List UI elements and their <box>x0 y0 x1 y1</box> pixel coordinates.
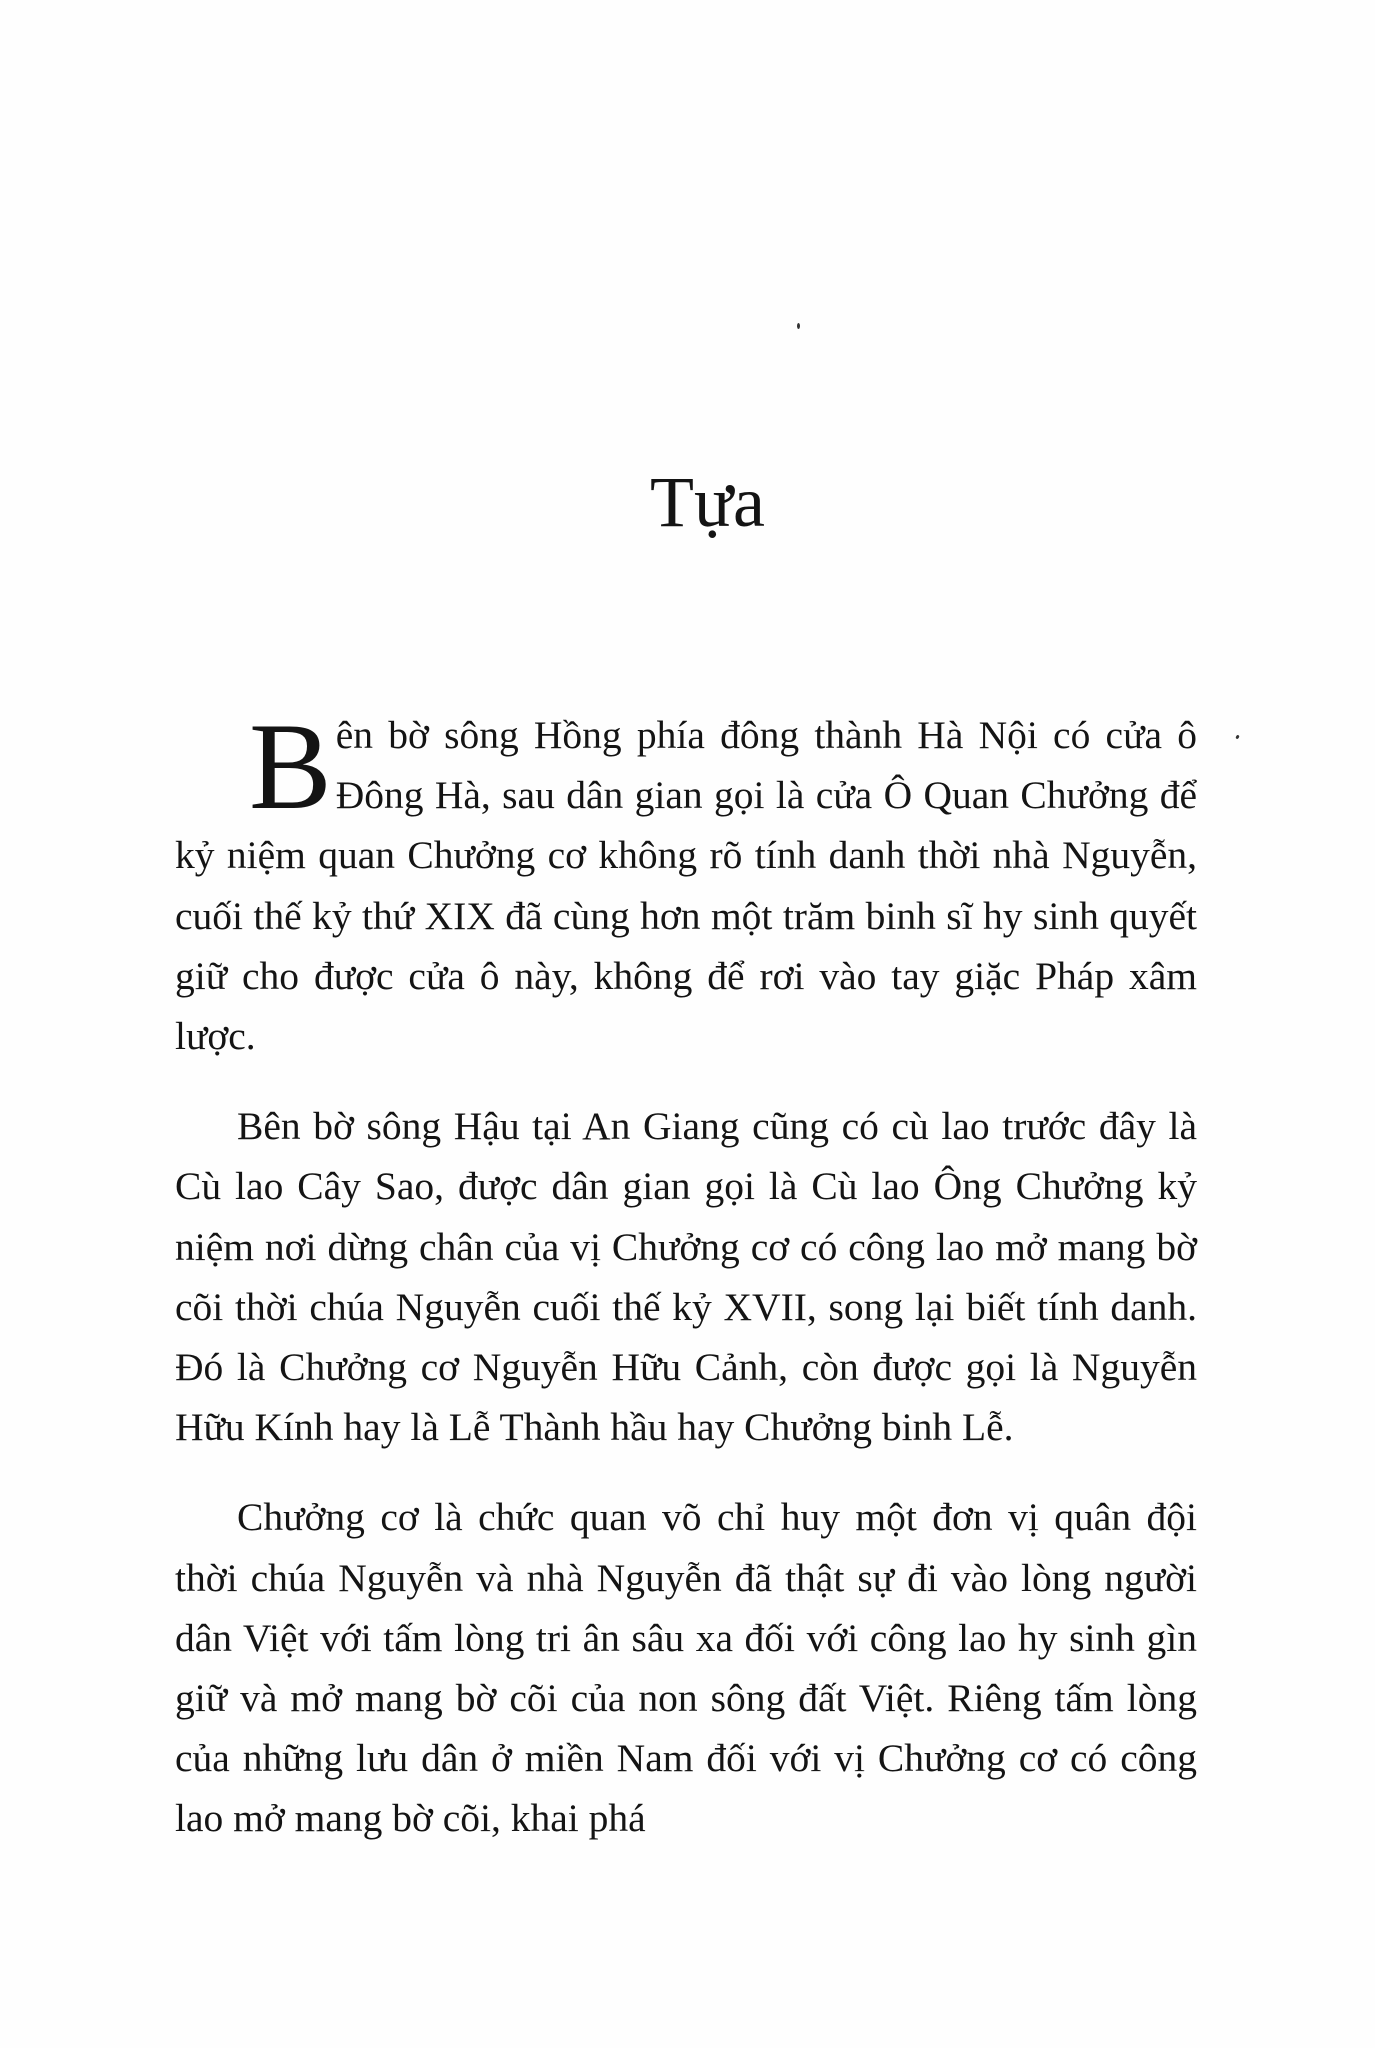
paragraph-3: Chưởng cơ là chức quan võ chỉ huy một đơn vị quân đội thời chúa Nguyễn và nhà Nguyễn đã thật sự đi vào lòng người dân Việt với tấm lòng tri ân sâu xa đối với công lao hy sinh gìn giữ và mở mang bờ cõi của non sông đất Việt. Riêng tấm lòng của những lưu dân ở miền Nam đối với vị Chưởng cơ có công lao mở mang bờ cõi, khai phá <box>175 1495 1197 1841</box>
scan-speck <box>1235 735 1240 740</box>
body-text <box>175 698 1197 1849</box>
paragraph-2: Bên bờ sông Hậu tại An Giang cũng có cù lao trước đây là Cù lao Cây Sao, được dân gian gọi là Cù lao Ông Chưởng kỷ niệm nơi dừng chân của vị Chưởng cơ có công lao mở mang bờ cõi thời chúa Nguyễn cuối thế kỷ XVII, song lại biết tính danh. Đó là Chưởng cơ Nguyễn Hữu Cảnh, còn được gọi là Nguyễn Hữu Kính hay là Lễ Thành hầu hay Chưởng binh Lễ. <box>175 1104 1197 1450</box>
scan-speck <box>797 323 800 329</box>
paragraph-1 <box>175 698 1197 1066</box>
chapter-title: Tựa <box>650 462 765 542</box>
drop-cap: B <box>249 698 332 835</box>
paragraph-1-text: ên bờ sông Hồng phía đông thành Hà Nội có cửa ô Đông Hà, sau dân gian gọi là cửa Ô Quan Chưởng để kỷ niệm quan Chưởng cơ không rõ tính danh thời nhà Nguyễn, cuối thế kỷ thứ XIX đã cùng hơn một trăm binh sĩ hy sinh quyết giữ cho được cửa ô này, không để rơi vào tay giặc Pháp xâm lược. <box>175 713 1197 1059</box>
